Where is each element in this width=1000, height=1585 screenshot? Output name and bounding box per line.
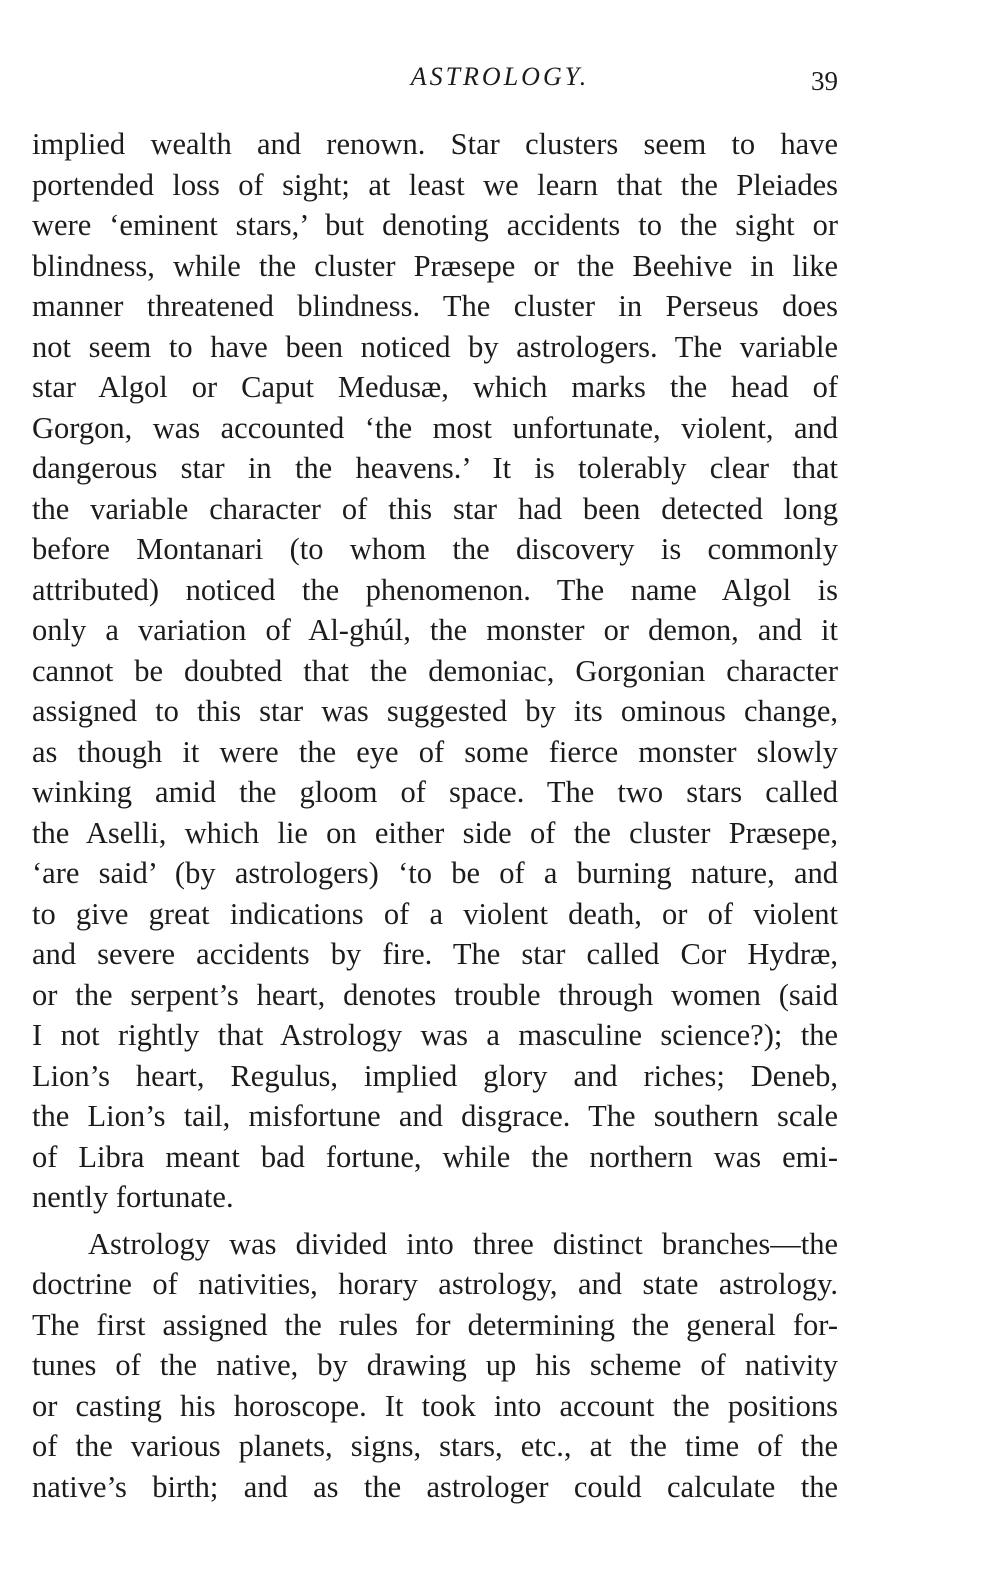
body-text [32,124,838,1507]
text-line: ‘are said’ (by astrologers) ‘to be of a burning nature, and [32,856,838,890]
paragraph-2 [32,1224,838,1508]
text-line: Gorgon, was accounted ‘the most unfortunate, violent, and [32,410,838,445]
text-line: implied wealth and renown. Star clusters seem to have [32,127,838,161]
text-line: nently fortunate. [32,1180,234,1214]
text-line: not seem to have been noticed by astrologers. The variable [32,329,838,364]
text-line: were ‘eminent stars,’ but denoting accidents to the sight or [32,208,838,242]
text-line: tunes of the native, by drawing up his scheme of nativity [32,1348,838,1382]
text-line: as though it were the eye of some fierce monster slowly [32,734,838,769]
text-line: assigned to this star was suggested by its ominous change, [32,694,838,728]
text-line: star Algol or Caput Medusæ, which marks the head of [32,370,838,404]
text-line: or the serpent’s heart, denotes trouble through women (said [32,977,838,1012]
text-line: Lion’s heart, Regulus, implied glory and riches; Deneb, [32,1058,838,1093]
text-line: before Montanari (to whom the discovery is commonly [32,532,838,566]
text-line: only a variation of Al-ghúl, the monster or demon, and it [32,613,838,647]
text-line: the Aselli, which lie on either side of the cluster Præsepe, [32,815,838,850]
page-number: 39 [811,66,838,96]
text-line: the variable character of this star had been detected long [32,491,838,526]
text-line: doctrine of nativities, horary astrology, and state astrology. [32,1267,838,1301]
text-line: blindness, while the cluster Præsepe or the Beehive in like [32,248,838,283]
text-line: The first assigned the rules for determining the general for- [32,1307,838,1342]
text-line: manner threatened blindness. The cluster in Perseus does [32,289,838,323]
text-line: of the various planets, signs, stars, etc., at the time of the [32,1429,838,1463]
text-line: cannot be doubted that the demoniac, Gorgonian character [32,653,838,688]
text-line: native’s birth; and as the astrologer could calculate the [32,1469,838,1504]
text-line: I not rightly that Astrology was a masculine science?); the [32,1018,838,1052]
running-head-title: ASTROLOGY. [410,62,590,91]
running-head [0,62,1000,102]
text-line: portended loss of sight; at least we learn that the Pleiades [32,167,838,202]
text-line: or casting his horoscope. It took into account the positions [32,1388,838,1423]
text-line: and severe accidents by fire. The star called Cor Hydræ, [32,937,838,971]
text-line: winking amid the gloom of space. The two stars called [32,775,838,809]
text-line: to give great indications of a violent death, or of violent [32,896,838,931]
text-line: dangerous star in the heavens.’ It is tolerably clear that [32,451,838,485]
text-line: the Lion’s tail, misfortune and disgrace. The southern scale [32,1099,838,1133]
paragraph-1 [32,124,838,1218]
text-line: attributed) noticed the phenomenon. The name Algol is [32,572,838,607]
text-line: of Libra meant bad fortune, while the northern was emi- [32,1139,838,1174]
text-line: Astrology was divided into three distinct branches—the [88,1226,838,1261]
